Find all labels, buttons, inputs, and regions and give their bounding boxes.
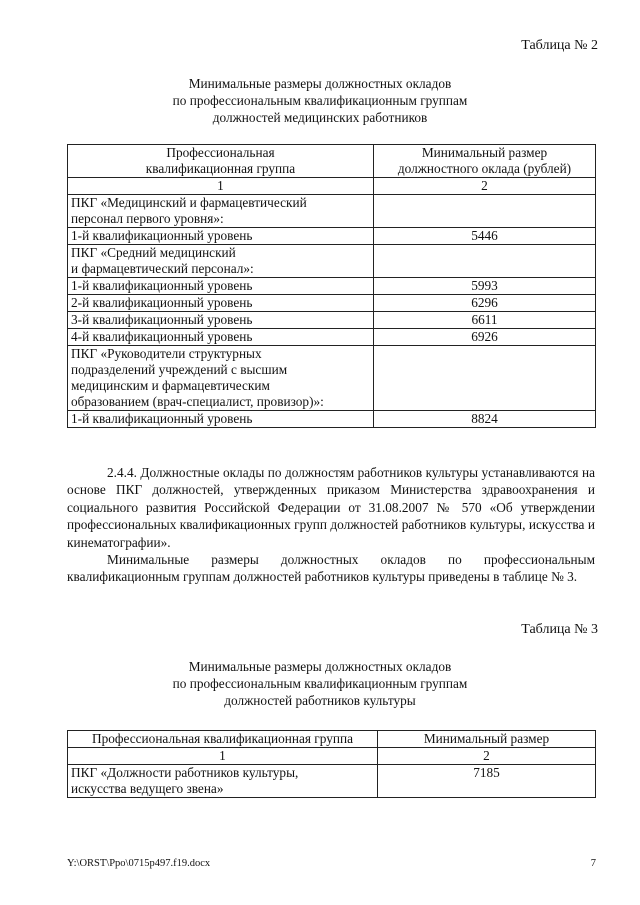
salary-value-cell: 5993: [374, 278, 596, 295]
table2-column-number-row: [68, 178, 596, 195]
table2-label: Таблица № 2: [521, 38, 598, 53]
table2-column-number: 2: [374, 178, 596, 195]
group-cell: [68, 295, 374, 312]
group-text: искусства ведущего звена»: [71, 781, 224, 796]
table2-header-text: квалификационная группа: [145, 161, 296, 176]
table3-header-row: [68, 731, 596, 748]
table2-header-row: [68, 145, 596, 178]
group-cell: [68, 278, 374, 295]
table-row: [68, 195, 596, 228]
table2-caption-line: должностей медицинских работников: [212, 110, 428, 125]
table3-column-number: 1: [68, 748, 378, 765]
group-cell: [68, 245, 374, 278]
table2-header-text: Минимальный размер: [421, 145, 548, 160]
body-text: [67, 464, 595, 586]
salary-value-cell: [374, 346, 596, 411]
table3-caption-line: должностей работников культуры: [224, 693, 416, 708]
group-cell: [68, 346, 374, 411]
group-text: ПКГ «Медицинский и фармацевтический: [71, 195, 307, 210]
group-cell: [68, 195, 374, 228]
salary-value-cell: 8824: [374, 411, 596, 428]
table-row: [68, 245, 596, 278]
group-text: и фармацевтический персонал»:: [71, 261, 254, 276]
table2-column-number: 1: [68, 178, 374, 195]
paragraph-2-4-4: 2.4.4. Должностные оклады по должностям работников культуры устанавливаются на основе ПКГ должностей, утвержденных приказом Министерства здравоохранения и социального развития Российской Федерации от 31.08.2007 № 570 «Об утверждении профессиональных квалификационных групп должностей работников культуры, искусства и кинематографии».: [67, 465, 595, 550]
group-text: образованием (врач-специалист, провизор)»:: [71, 394, 324, 409]
table2-caption-line: по профессиональным квалификационным группам: [172, 93, 468, 108]
table3-column-number-row: [68, 748, 596, 765]
group-text: медицинским и фармацевтическим: [71, 378, 270, 393]
table3-label: Таблица № 3: [521, 622, 598, 637]
table-row: [68, 228, 596, 245]
salary-value-cell: [374, 195, 596, 228]
salary-value-cell: 6611: [374, 312, 596, 329]
table-row: [68, 295, 596, 312]
group-cell: [68, 312, 374, 329]
table-row: [68, 278, 596, 295]
group-text: 2-й квалификационный уровень: [71, 295, 253, 310]
table3-header-text: Профессиональная квалификационная группа: [92, 731, 353, 746]
table3-caption-line: Минимальные размеры должностных окладов: [188, 659, 452, 674]
group-text: персонал первого уровня»:: [71, 211, 224, 226]
table2-header-text: должностного оклада (рублей): [397, 161, 572, 176]
table2-header-cell: [374, 145, 596, 178]
footer-file-path: Y:\ORST\Ppo\0715p497.f19.docx: [67, 858, 211, 869]
table-row: [68, 765, 596, 798]
group-text: 4-й квалификационный уровень: [71, 329, 253, 344]
table2-caption: [0, 75, 640, 126]
table-row: [68, 411, 596, 428]
table3-header-cell: [378, 731, 596, 748]
salary-value-cell: 7185: [378, 765, 596, 798]
table2-caption-line: Минимальные размеры должностных окладов: [188, 76, 452, 91]
group-text: ПКГ «Средний медицинский: [71, 245, 236, 260]
salary-value-cell: [374, 245, 596, 278]
table-row: [68, 346, 596, 411]
group-text: 1-й квалификационный уровень: [71, 411, 253, 426]
table2-header-text: Профессиональная: [166, 145, 275, 160]
group-text: подразделений учреждений с высшим: [71, 362, 288, 377]
group-cell: [68, 411, 374, 428]
table3-caption-line: по профессиональным квалификационным группам: [172, 676, 468, 691]
table-row: [68, 329, 596, 346]
table2-header-cell: [68, 145, 374, 178]
group-cell: [68, 329, 374, 346]
salary-value-cell: 6296: [374, 295, 596, 312]
group-text: 3-й квалификационный уровень: [71, 312, 253, 327]
table3-column-number: 2: [378, 748, 596, 765]
group-text: ПКГ «Руководители структурных: [71, 346, 262, 361]
table2: [67, 144, 596, 428]
footer-page-number: 7: [590, 858, 596, 869]
table3: [67, 730, 596, 798]
salary-value-cell: 5446: [374, 228, 596, 245]
group-cell: [68, 765, 378, 798]
group-text: 1-й квалификационный уровень: [71, 228, 253, 243]
table3-caption: [0, 658, 640, 709]
table-row: [68, 312, 596, 329]
salary-value-cell: 6926: [374, 329, 596, 346]
table3-header-cell: [68, 731, 378, 748]
paragraph-table3-intro: Минимальные размеры должностных окладов по профессиональным квалификационным группам должностей работников культуры приведены в таблице № 3.: [67, 552, 595, 585]
group-cell: [68, 228, 374, 245]
table3-header-text: Минимальный размер: [423, 731, 550, 746]
group-text: 1-й квалификационный уровень: [71, 278, 253, 293]
group-text: ПКГ «Должности работников культуры,: [71, 765, 299, 780]
